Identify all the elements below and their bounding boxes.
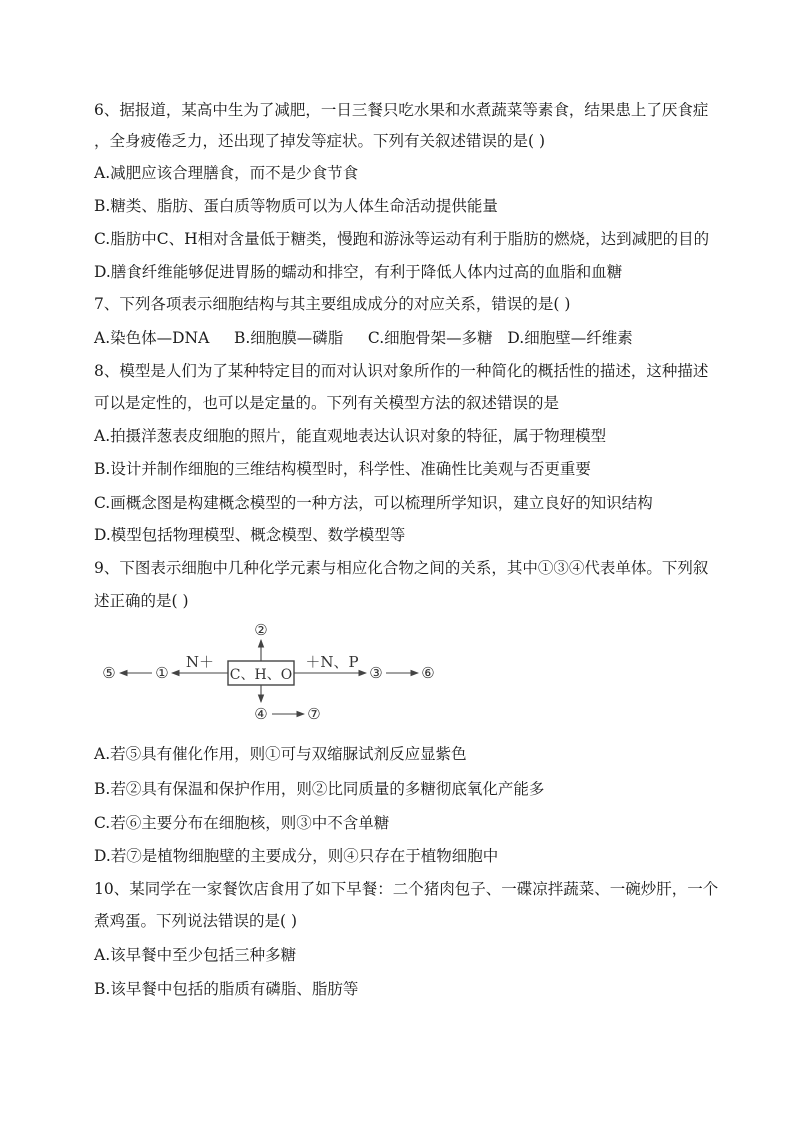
q8-option-d: D.模型包括物理模型、概念模型、数学模型等	[94, 526, 406, 544]
q9-option-b: B.若②具有保温和保护作用，则②比同质量的多糖彻底氧化产能多	[94, 780, 545, 798]
q6-stem-line2: ，全身疲倦乏力，还出现了掉发等症状。下列有关叙述错误的是( )	[94, 132, 546, 150]
q8-option-c: C.画概念图是构建概念模型的一种方法，可以梳理所学知识，建立良好的知识结构	[94, 494, 653, 512]
q9-node-5: ⑤	[102, 664, 116, 682]
q9-diagram	[94, 618, 454, 728]
q9-node-6: ⑥	[421, 664, 435, 682]
q9-stem-line1: 9、下图表示细胞中几种化学元素与相应化合物之间的关系，其中①③④代表单体。下列叙	[94, 559, 709, 577]
q9-right-label: ＋N、P	[305, 653, 359, 671]
q8-option-a: A.拍摄洋葱表皮细胞的照片，能直观地表达认识对象的特征，属于物理模型	[94, 427, 607, 445]
q7-stem: 7、下列各项表示细胞结构与其主要组成成分的对应关系，错误的是( )	[94, 295, 571, 313]
q6-option-d: D.膳食纤维能够促进胃肠的蠕动和排空，有利于降低人体内过高的血脂和血糖	[94, 263, 623, 281]
q9-option-c: C.若⑥主要分布在细胞核，则③中不含单糖	[94, 814, 390, 832]
q9-node-4: ④	[254, 705, 268, 723]
q8-option-b: B.设计并制作细胞的三维结构模型时，科学性、准确性比美观与否更重要	[94, 460, 591, 478]
q7-options: A.染色体—DNA B.细胞膜—磷脂 C.细胞骨架—多糖 D.细胞壁—纤维素	[94, 329, 633, 347]
q9-node-7: ⑦	[307, 705, 321, 723]
q6-option-b: B.糖类、脂肪、蛋白质等物质可以为人体生命活动提供能量	[94, 197, 498, 215]
q9-left-label: N＋	[185, 653, 215, 671]
q9-stem-line2: 述正确的是( )	[94, 592, 189, 610]
q10-option-a: A.该早餐中至少包括三种多糖	[94, 946, 297, 964]
q6-stem-line1: 6、据报道，某高中生为了减肥，一日三餐只吃水果和水煮蔬菜等素食，结果患上了厌食症	[94, 101, 709, 119]
q6-option-c: C.脂肪中C、H相对含量低于糖类，慢跑和游泳等运动有利于脂肪的燃烧，达到减肥的目的	[94, 230, 710, 248]
q8-stem-line2: 可以是定性的，也可以是定量的。下列有关模型方法的叙述错误的是	[94, 394, 560, 412]
q10-stem-line2: 煮鸡蛋。下列说法错误的是( )	[94, 912, 298, 930]
q9-node-1: ①	[155, 664, 169, 682]
q9-option-a: A.若⑤具有催化作用，则①可与双缩脲试剂反应显紫色	[94, 745, 467, 763]
q8-stem-line1: 8、模型是人们为了某种特定目的而对认识对象所作的一种简化的概括性的描述，这种描述	[94, 362, 709, 380]
q10-option-b: B.该早餐中包括的脂质有磷脂、脂肪等	[94, 980, 359, 998]
q9-center-label: C、H、O	[229, 667, 293, 683]
q9-node-3: ③	[369, 664, 383, 682]
q9-option-d: D.若⑦是植物细胞壁的主要成分，则④只存在于植物细胞中	[94, 847, 499, 865]
q6-option-a: A.减肥应该合理膳食，而不是少食节食	[94, 164, 359, 182]
q10-stem-line1: 10、某同学在一家餐饮店食用了如下早餐：二个猪肉包子、一碟凉拌蔬菜、一碗炒肝，一个	[94, 880, 719, 898]
q9-node-2: ②	[254, 621, 268, 639]
